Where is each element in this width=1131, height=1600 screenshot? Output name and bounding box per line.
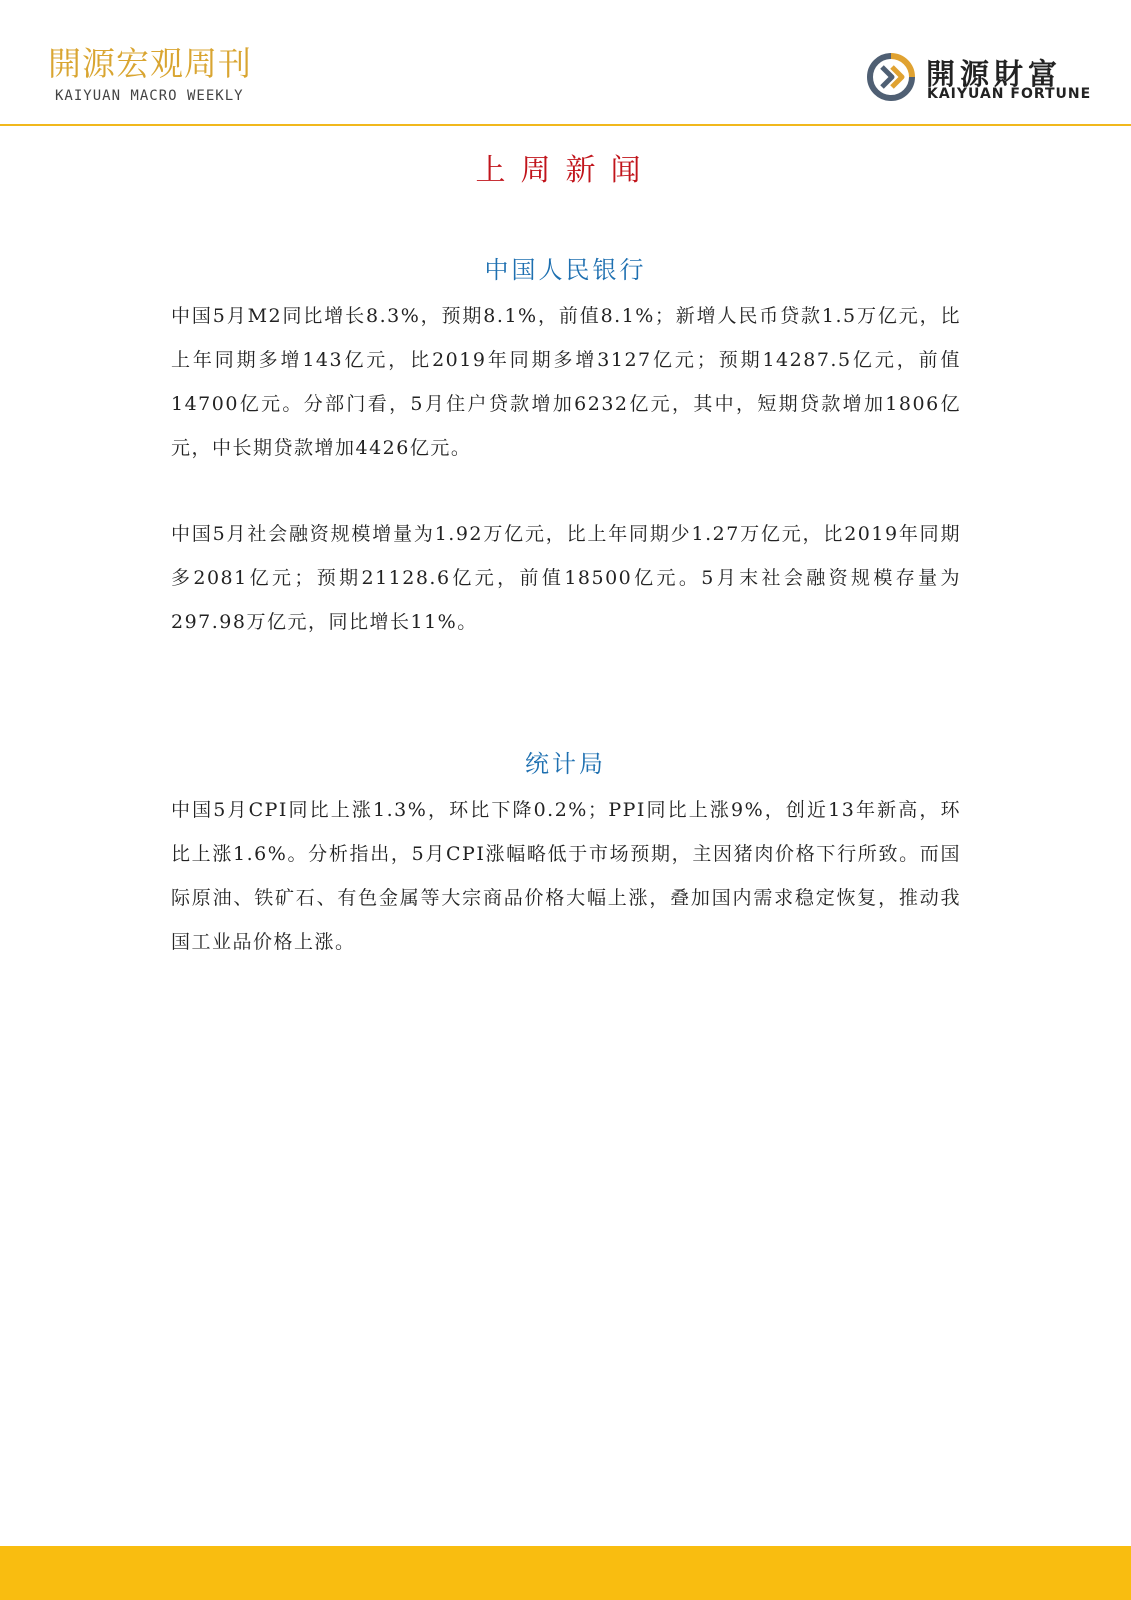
section-heading-pboc: 中国人民银行: [484, 256, 647, 284]
logo-text-en: KAIYUAN FORTUNE: [927, 86, 1092, 102]
footer-bar: [0, 1546, 1131, 1600]
page-title: 上周新闻: [475, 153, 656, 188]
publication-title: 開源宏观周刊: [48, 44, 252, 83]
paragraph-pboc-loans: 中国5月M2同比增长8.3%，预期8.1%，前值8.1%；新增人民币贷款1.5万亿元，比上年同期多增143亿元，比2019年同期多增3127亿元；预期14287.5亿元，前值14700亿元。分部门看，5月住户贷款增加6232亿元，其中，短期贷款增加1806亿元，中长期贷款增加4426亿元。: [171, 305, 961, 459]
header-divider: [0, 124, 1131, 126]
publication-subtitle: KAIYUAN MACRO WEEKLY: [55, 88, 244, 104]
logo-mark-icon: [866, 52, 916, 102]
section-heading-nbs: 统计局: [525, 750, 606, 778]
paragraph-pboc-tsf: 中国5月社会融资规模增量为1.92万亿元，比上年同期少1.27万亿元，比2019年同期多2081亿元；预期21128.6亿元，前值18500亿元。5月末社会融资规模存量为297.98万亿元，同比增长11%。: [171, 523, 961, 633]
paragraph-nbs-cpi-ppi: 中国5月CPI同比上涨1.3%，环比下降0.2%；PPI同比上涨9%，创近13年新高，环比上涨1.6%。分析指出，5月CPI涨幅略低于市场预期，主因猪肉价格下行所致。而国际原油、铁矿石、有色金属等大宗商品价格大幅上涨，叠加国内需求稳定恢复，推动我国工业品价格上涨。: [171, 799, 961, 953]
page-header: [0, 0, 1131, 128]
company-logo: [866, 52, 1096, 102]
logo-text-cn: 開源財富: [926, 57, 1063, 91]
